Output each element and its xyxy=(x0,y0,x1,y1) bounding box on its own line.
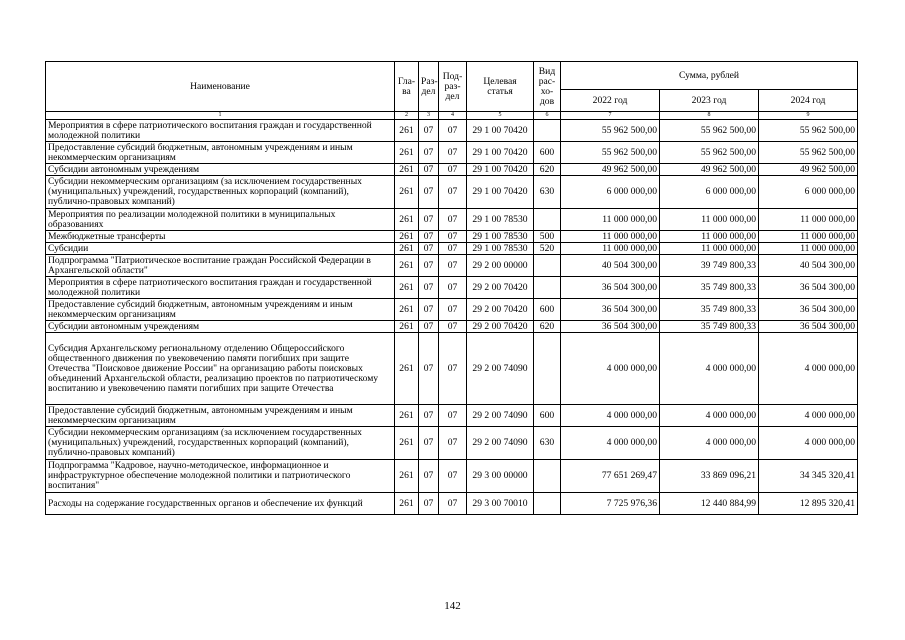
row-glava: 261 xyxy=(395,321,419,333)
row-target: 29 2 00 70420 xyxy=(467,277,534,299)
row-sum-2024: 11 000 000,00 xyxy=(759,231,858,243)
header-2023: 2023 год xyxy=(660,90,759,112)
row-razdel: 07 xyxy=(419,142,439,164)
row-sum-2024: 36 504 300,00 xyxy=(759,321,858,333)
row-name: Мероприятия в сфере патриотического воспитания граждан и государственной молодежной политики xyxy=(46,120,395,142)
row-sum-2022: 77 651 269,47 xyxy=(561,460,660,493)
table-row xyxy=(46,231,858,243)
table-row xyxy=(46,333,858,405)
header-podrazdel: Под- раз- дел xyxy=(439,62,467,112)
row-sum-2022: 36 504 300,00 xyxy=(561,321,660,333)
column-number: 1 xyxy=(46,112,395,120)
row-razdel: 07 xyxy=(419,427,439,460)
column-number: 3 xyxy=(419,112,439,120)
row-podrazdel: 07 xyxy=(439,333,467,405)
row-vid xyxy=(534,460,561,493)
row-sum-2023: 11 000 000,00 xyxy=(660,209,759,231)
row-razdel: 07 xyxy=(419,460,439,493)
row-razdel: 07 xyxy=(419,243,439,255)
column-number: 4 xyxy=(439,112,467,120)
row-sum-2022: 49 962 500,00 xyxy=(561,164,660,176)
table-row xyxy=(46,120,858,142)
row-sum-2023: 4 000 000,00 xyxy=(660,427,759,460)
row-razdel: 07 xyxy=(419,405,439,427)
row-razdel: 07 xyxy=(419,176,439,209)
table-row xyxy=(46,493,858,515)
table-row xyxy=(46,460,858,493)
row-target: 29 2 00 74090 xyxy=(467,333,534,405)
row-sum-2022: 11 000 000,00 xyxy=(561,231,660,243)
column-number: 5 xyxy=(467,112,534,120)
budget-table xyxy=(45,61,858,515)
row-podrazdel: 07 xyxy=(439,405,467,427)
row-glava: 261 xyxy=(395,493,419,515)
row-podrazdel: 07 xyxy=(439,142,467,164)
header-2022: 2022 год xyxy=(561,90,660,112)
row-name: Субсидия Архангельскому региональному отделению Общероссийского общественного движения по увековечению памяти погибших при защите Отечества "Поисковое движение России" на организацию работы поисковых объединений Архангельской области, реализацию проектов по патриотическому воспитанию и увековечению памяти погибших при защите Отечества xyxy=(46,333,395,405)
row-sum-2022: 55 962 500,00 xyxy=(561,142,660,164)
table-row xyxy=(46,243,858,255)
row-glava: 261 xyxy=(395,460,419,493)
row-sum-2024: 11 000 000,00 xyxy=(759,243,858,255)
row-target: 29 2 00 70420 xyxy=(467,299,534,321)
row-vid: 600 xyxy=(534,299,561,321)
row-razdel: 07 xyxy=(419,321,439,333)
row-podrazdel: 07 xyxy=(439,231,467,243)
table-row xyxy=(46,405,858,427)
row-target: 29 2 00 74090 xyxy=(467,405,534,427)
row-sum-2023: 35 749 800,33 xyxy=(660,299,759,321)
header-sum: Сумма, рублей xyxy=(561,62,858,90)
row-sum-2024: 4 000 000,00 xyxy=(759,427,858,460)
row-sum-2023: 49 962 500,00 xyxy=(660,164,759,176)
row-vid: 500 xyxy=(534,231,561,243)
header-name: Наименование xyxy=(46,62,395,112)
row-sum-2024: 36 504 300,00 xyxy=(759,277,858,299)
column-number: 8 xyxy=(660,112,759,120)
table-row xyxy=(46,277,858,299)
table-row xyxy=(46,209,858,231)
column-number: 7 xyxy=(561,112,660,120)
row-target: 29 1 00 78530 xyxy=(467,209,534,231)
row-razdel: 07 xyxy=(419,164,439,176)
row-name: Субсидии автономным учреждениям xyxy=(46,164,395,176)
row-razdel: 07 xyxy=(419,231,439,243)
row-podrazdel: 07 xyxy=(439,120,467,142)
row-name: Предоставление субсидий бюджетным, автономным учреждениям и иным некоммерческим организациям xyxy=(46,142,395,164)
row-podrazdel: 07 xyxy=(439,321,467,333)
row-vid xyxy=(534,120,561,142)
row-sum-2022: 4 000 000,00 xyxy=(561,405,660,427)
row-razdel: 07 xyxy=(419,120,439,142)
row-vid xyxy=(534,209,561,231)
row-glava: 261 xyxy=(395,277,419,299)
row-name: Субсидии некоммерческим организациям (за исключением государственных (муниципальных) учреждений, государственных корпораций (компаний), публично-правовых компаний) xyxy=(46,176,395,209)
row-sum-2022: 55 962 500,00 xyxy=(561,120,660,142)
row-sum-2024: 6 000 000,00 xyxy=(759,176,858,209)
row-glava: 261 xyxy=(395,176,419,209)
row-podrazdel: 07 xyxy=(439,277,467,299)
row-target: 29 3 00 00000 xyxy=(467,460,534,493)
row-sum-2023: 39 749 800,33 xyxy=(660,255,759,277)
table-row xyxy=(46,427,858,460)
row-sum-2024: 55 962 500,00 xyxy=(759,142,858,164)
row-name: Мероприятия в сфере патриотического воспитания граждан и государственной молодежной политики xyxy=(46,277,395,299)
row-sum-2024: 4 000 000,00 xyxy=(759,333,858,405)
row-glava: 261 xyxy=(395,427,419,460)
row-target: 29 2 00 00000 xyxy=(467,255,534,277)
row-razdel: 07 xyxy=(419,299,439,321)
row-target: 29 2 00 70420 xyxy=(467,321,534,333)
row-target: 29 1 00 70420 xyxy=(467,164,534,176)
row-sum-2022: 36 504 300,00 xyxy=(561,277,660,299)
row-name: Расходы на содержание государственных органов и обеспечение их функций xyxy=(46,493,395,515)
row-target: 29 1 00 78530 xyxy=(467,243,534,255)
row-podrazdel: 07 xyxy=(439,427,467,460)
row-vid xyxy=(534,333,561,405)
row-podrazdel: 07 xyxy=(439,243,467,255)
column-number: 6 xyxy=(534,112,561,120)
row-sum-2023: 35 749 800,33 xyxy=(660,277,759,299)
row-name: Предоставление субсидий бюджетным, автономным учреждениям и иным некоммерческим организациям xyxy=(46,405,395,427)
row-target: 29 1 00 70420 xyxy=(467,120,534,142)
row-sum-2024: 34 345 320,41 xyxy=(759,460,858,493)
row-name: Межбюджетные трансферты xyxy=(46,231,395,243)
row-name: Субсидии некоммерческим организациям (за исключением государственных (муниципальных) учреждений, государственных корпораций (компаний), публично-правовых компаний) xyxy=(46,427,395,460)
column-number: 2 xyxy=(395,112,419,120)
row-sum-2022: 4 000 000,00 xyxy=(561,427,660,460)
row-glava: 261 xyxy=(395,209,419,231)
row-name: Субсидии автономным учреждениям xyxy=(46,321,395,333)
row-sum-2024: 36 504 300,00 xyxy=(759,299,858,321)
header-vid: Вид рас- хо- дов xyxy=(534,62,561,112)
row-podrazdel: 07 xyxy=(439,176,467,209)
row-sum-2022: 11 000 000,00 xyxy=(561,243,660,255)
table-row xyxy=(46,142,858,164)
row-glava: 261 xyxy=(395,255,419,277)
row-name: Подпрограмма "Кадровое, научно-методическое, информационное и инфраструктурное обеспечение молодежной политики и патриотического воспитания" xyxy=(46,460,395,493)
table-row xyxy=(46,164,858,176)
row-sum-2024: 55 962 500,00 xyxy=(759,120,858,142)
row-glava: 261 xyxy=(395,231,419,243)
row-sum-2022: 7 725 976,36 xyxy=(561,493,660,515)
row-glava: 261 xyxy=(395,299,419,321)
row-podrazdel: 07 xyxy=(439,209,467,231)
column-number: 9 xyxy=(759,112,858,120)
row-podrazdel: 07 xyxy=(439,493,467,515)
row-vid: 620 xyxy=(534,321,561,333)
row-glava: 261 xyxy=(395,164,419,176)
row-razdel: 07 xyxy=(419,493,439,515)
row-vid: 620 xyxy=(534,164,561,176)
row-glava: 261 xyxy=(395,333,419,405)
row-sum-2024: 11 000 000,00 xyxy=(759,209,858,231)
row-sum-2024: 49 962 500,00 xyxy=(759,164,858,176)
row-podrazdel: 07 xyxy=(439,460,467,493)
row-vid xyxy=(534,255,561,277)
row-sum-2023: 33 869 096,21 xyxy=(660,460,759,493)
table-row xyxy=(46,176,858,209)
table-row xyxy=(46,321,858,333)
row-target: 29 3 00 70010 xyxy=(467,493,534,515)
row-vid xyxy=(534,277,561,299)
row-vid: 600 xyxy=(534,142,561,164)
row-sum-2023: 6 000 000,00 xyxy=(660,176,759,209)
row-podrazdel: 07 xyxy=(439,255,467,277)
row-vid xyxy=(534,493,561,515)
table-row xyxy=(46,255,858,277)
column-number-row xyxy=(46,112,858,120)
row-glava: 261 xyxy=(395,142,419,164)
row-target: 29 2 00 74090 xyxy=(467,427,534,460)
table-row xyxy=(46,299,858,321)
header-glava: Гла- ва xyxy=(395,62,419,112)
row-glava: 261 xyxy=(395,405,419,427)
row-glava: 261 xyxy=(395,243,419,255)
row-sum-2024: 4 000 000,00 xyxy=(759,405,858,427)
row-name: Субсидии xyxy=(46,243,395,255)
row-name: Мероприятия по реализации молодежной политики в муниципальных образованиях xyxy=(46,209,395,231)
page-number: 142 xyxy=(444,600,461,612)
row-razdel: 07 xyxy=(419,209,439,231)
row-glava: 261 xyxy=(395,120,419,142)
row-target: 29 1 00 78530 xyxy=(467,231,534,243)
row-sum-2022: 36 504 300,00 xyxy=(561,299,660,321)
row-sum-2024: 40 504 300,00 xyxy=(759,255,858,277)
row-podrazdel: 07 xyxy=(439,164,467,176)
row-sum-2023: 35 749 800,33 xyxy=(660,321,759,333)
row-vid: 600 xyxy=(534,405,561,427)
row-sum-2022: 11 000 000,00 xyxy=(561,209,660,231)
header-target: Целевая статья xyxy=(467,62,534,112)
header-razdel: Раз- дел xyxy=(419,62,439,112)
row-sum-2023: 4 000 000,00 xyxy=(660,333,759,405)
row-sum-2023: 12 440 884,99 xyxy=(660,493,759,515)
row-sum-2023: 11 000 000,00 xyxy=(660,243,759,255)
header-2024: 2024 год xyxy=(759,90,858,112)
row-vid: 630 xyxy=(534,176,561,209)
row-target: 29 1 00 70420 xyxy=(467,142,534,164)
row-vid: 520 xyxy=(534,243,561,255)
row-name: Предоставление субсидий бюджетным, автономным учреждениям и иным некоммерческим организациям xyxy=(46,299,395,321)
row-razdel: 07 xyxy=(419,277,439,299)
row-name: Подпрограмма "Патриотическое воспитание граждан Российской Федерации в Архангельской области" xyxy=(46,255,395,277)
row-podrazdel: 07 xyxy=(439,299,467,321)
row-sum-2022: 40 504 300,00 xyxy=(561,255,660,277)
row-sum-2023: 55 962 500,00 xyxy=(660,120,759,142)
row-vid: 630 xyxy=(534,427,561,460)
row-sum-2022: 4 000 000,00 xyxy=(561,333,660,405)
row-sum-2024: 12 895 320,41 xyxy=(759,493,858,515)
row-target: 29 1 00 70420 xyxy=(467,176,534,209)
row-sum-2023: 4 000 000,00 xyxy=(660,405,759,427)
row-razdel: 07 xyxy=(419,333,439,405)
row-razdel: 07 xyxy=(419,255,439,277)
row-sum-2022: 6 000 000,00 xyxy=(561,176,660,209)
row-sum-2023: 55 962 500,00 xyxy=(660,142,759,164)
row-sum-2023: 11 000 000,00 xyxy=(660,231,759,243)
